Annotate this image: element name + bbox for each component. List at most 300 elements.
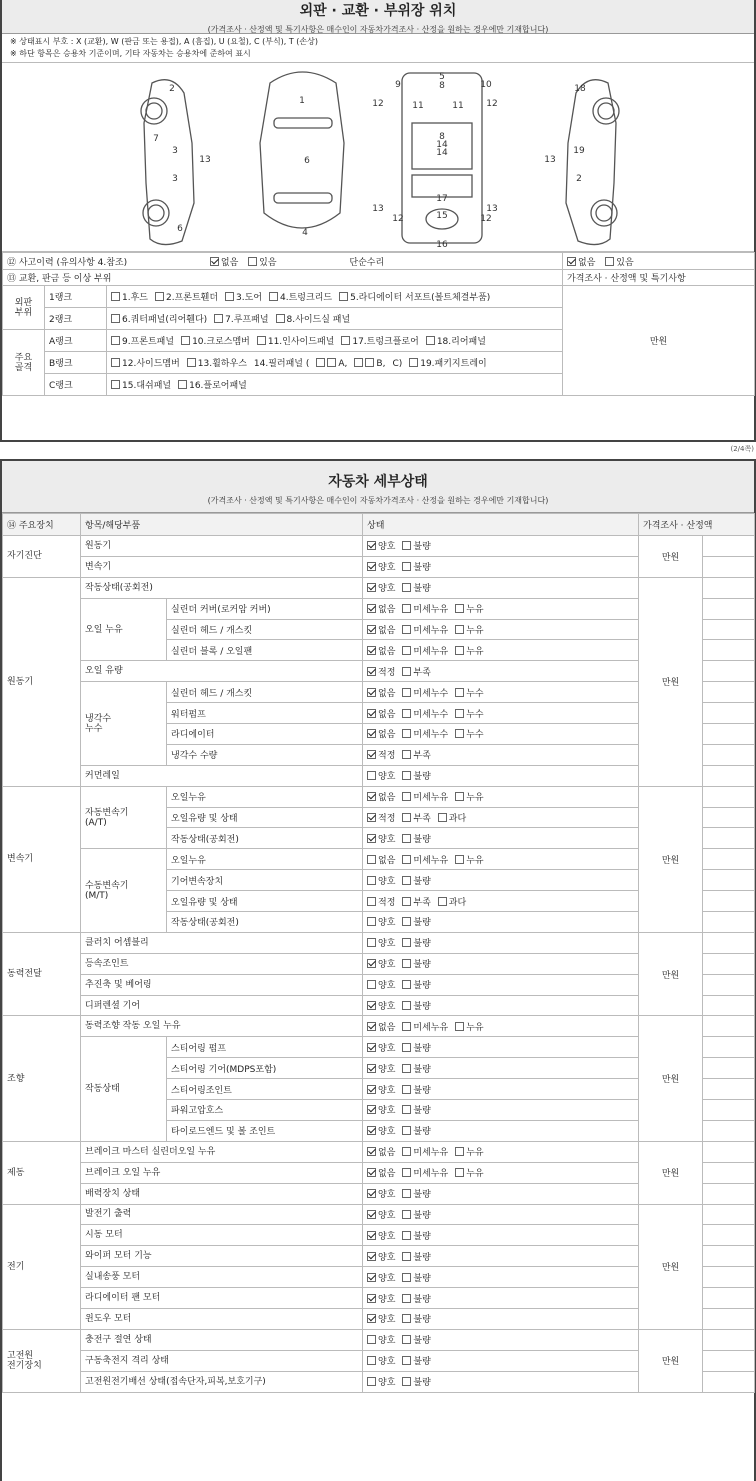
price-input[interactable] [703, 932, 755, 953]
price-input[interactable] [703, 1120, 755, 1141]
part-option[interactable] [426, 337, 486, 347]
status-checkbox[interactable] [455, 709, 464, 718]
status-option[interactable] [402, 1148, 448, 1158]
status-option[interactable] [367, 918, 395, 928]
status-option[interactable] [402, 1023, 448, 1033]
status-checkbox[interactable] [367, 1147, 376, 1156]
status-option[interactable] [402, 647, 448, 657]
status-checkbox[interactable] [402, 834, 411, 843]
price-input[interactable] [703, 1371, 755, 1392]
price-input[interactable] [703, 744, 755, 765]
part-number-label: 12 [392, 214, 404, 224]
status-checkbox[interactable] [455, 604, 464, 613]
status-checkbox[interactable] [402, 1377, 411, 1386]
part-option[interactable] [214, 315, 268, 325]
status-checkbox[interactable] [402, 1043, 411, 1052]
status-checkbox[interactable] [367, 1294, 376, 1303]
status-option[interactable] [367, 1378, 395, 1388]
status-option[interactable] [367, 1336, 395, 1346]
status-option[interactable] [367, 1211, 395, 1221]
status-checkbox[interactable] [402, 959, 411, 968]
status-option[interactable] [402, 1315, 430, 1325]
status-checkbox[interactable] [367, 1252, 376, 1261]
repair-none-checkbox[interactable] [567, 257, 576, 266]
status-checkbox[interactable] [402, 1335, 411, 1344]
status-option[interactable] [402, 877, 430, 887]
status-option[interactable] [367, 1002, 395, 1012]
status-checkbox[interactable] [402, 750, 411, 759]
status-checkbox[interactable] [367, 1231, 376, 1240]
status-checkbox[interactable] [402, 729, 411, 738]
price-input[interactable] [703, 1267, 755, 1288]
part-checkbox[interactable] [187, 358, 196, 367]
status-option[interactable] [367, 1315, 395, 1325]
status-checkbox[interactable] [367, 917, 376, 926]
status-option[interactable] [402, 689, 448, 699]
status-option[interactable] [402, 1106, 430, 1116]
status-option[interactable] [367, 939, 395, 949]
status-option[interactable] [367, 605, 395, 615]
part-option[interactable] [111, 337, 174, 347]
status-checkbox[interactable] [367, 855, 376, 864]
price-input[interactable] [703, 1329, 755, 1350]
part-option[interactable] [178, 381, 247, 391]
status-option[interactable] [402, 814, 430, 824]
status-option[interactable] [455, 647, 483, 657]
part-checkbox[interactable] [341, 336, 350, 345]
price-input[interactable] [703, 703, 755, 724]
status-checkbox[interactable] [402, 1294, 411, 1303]
price-input[interactable] [703, 1016, 755, 1037]
status-option[interactable] [402, 772, 430, 782]
price-input[interactable] [703, 1162, 755, 1183]
status-option[interactable] [367, 1274, 395, 1284]
price-input[interactable] [703, 1225, 755, 1246]
status-option[interactable] [367, 1023, 395, 1033]
part-name: 실린더 헤드 / 개스킷 [167, 619, 363, 640]
status-option[interactable] [367, 1357, 395, 1367]
status-checkbox[interactable] [402, 771, 411, 780]
status-option[interactable] [367, 898, 395, 908]
status-checkbox[interactable] [367, 1377, 376, 1386]
status-checkbox[interactable] [402, 541, 411, 550]
status-checkbox[interactable] [402, 583, 411, 592]
part-label: 16.플로어패널 [189, 381, 247, 391]
status-option[interactable] [402, 1002, 430, 1012]
item-name: 동력조향 작동 오일 누유 [81, 1016, 363, 1037]
price-input[interactable] [703, 1141, 755, 1162]
status-checkbox[interactable] [402, 1210, 411, 1219]
status-option[interactable] [402, 1378, 430, 1388]
status-option[interactable] [402, 1169, 448, 1179]
price-input[interactable] [703, 974, 755, 995]
status-option[interactable] [402, 1232, 430, 1242]
status-checkbox[interactable] [402, 1273, 411, 1282]
part-checkbox[interactable] [178, 380, 187, 389]
part-checkbox[interactable] [257, 336, 266, 345]
status-checkbox[interactable] [455, 1147, 464, 1156]
part-checkbox[interactable] [155, 292, 164, 301]
status-option[interactable] [367, 1253, 395, 1263]
status-option[interactable] [367, 1295, 395, 1305]
status-checkbox[interactable] [402, 876, 411, 885]
status-option[interactable] [367, 1148, 395, 1158]
status-checkbox[interactable] [367, 1085, 376, 1094]
price-input[interactable] [703, 1058, 755, 1079]
status-option[interactable] [367, 1127, 395, 1137]
status-checkbox[interactable] [367, 1105, 376, 1114]
status-checkbox[interactable] [402, 938, 411, 947]
status-checkbox[interactable] [367, 771, 376, 780]
price-input[interactable] [703, 1079, 755, 1100]
accident-none-checkbox[interactable] [210, 257, 219, 266]
part-checkbox[interactable] [409, 358, 418, 367]
price-unit: 만원 [661, 678, 680, 689]
part-option[interactable] [225, 293, 262, 303]
status-option-label: 불량 [413, 1336, 431, 1347]
price-input[interactable] [703, 765, 755, 786]
status-option[interactable] [402, 563, 430, 573]
status-option[interactable] [367, 563, 395, 573]
accident-yes-option[interactable]: 있음 [248, 258, 276, 268]
status-option[interactable] [367, 584, 395, 594]
price-unit: 만원 [661, 855, 680, 866]
price-input[interactable] [703, 598, 755, 619]
status-checkbox[interactable] [367, 583, 376, 592]
status-checkbox[interactable] [367, 1168, 376, 1177]
status-checkbox[interactable] [402, 1022, 411, 1031]
status-option[interactable] [455, 1148, 483, 1158]
status-option[interactable] [402, 1211, 430, 1221]
status-checkbox[interactable] [367, 604, 376, 613]
status-option[interactable] [367, 668, 395, 678]
repair-yes-option[interactable]: 있음 [605, 258, 633, 268]
status-checkbox[interactable] [367, 709, 376, 718]
status-option[interactable] [367, 542, 395, 552]
status-option[interactable] [402, 1086, 430, 1096]
part-option[interactable] [269, 293, 332, 303]
status-checkbox[interactable] [455, 729, 464, 738]
price-input[interactable] [703, 1204, 755, 1225]
status-checkbox[interactable] [367, 792, 376, 801]
status-option[interactable] [367, 1169, 395, 1179]
status-checkbox[interactable] [367, 1356, 376, 1365]
status-option[interactable] [402, 1065, 430, 1075]
status-checkbox[interactable] [402, 1356, 411, 1365]
price-input[interactable] [703, 912, 755, 933]
status-checkbox[interactable] [367, 1126, 376, 1135]
status-option[interactable] [402, 1190, 430, 1200]
status-option[interactable] [367, 981, 395, 991]
status-checkbox[interactable] [402, 855, 411, 864]
status-checkbox[interactable] [402, 1231, 411, 1240]
status-checkbox[interactable] [367, 1314, 376, 1323]
part-checkbox[interactable] [111, 358, 120, 367]
status-checkbox[interactable] [402, 1126, 411, 1135]
status-checkbox[interactable] [438, 897, 447, 906]
status-checkbox[interactable] [438, 813, 447, 822]
status-option[interactable] [402, 793, 448, 803]
status-checkbox[interactable] [367, 541, 376, 550]
status-option[interactable] [402, 751, 430, 761]
status-checkbox[interactable] [367, 1210, 376, 1219]
part-option[interactable] [276, 315, 351, 325]
status-checkbox[interactable] [402, 1064, 411, 1073]
price-input[interactable] [703, 661, 755, 682]
status-option[interactable] [367, 1232, 395, 1242]
price-input[interactable] [703, 870, 755, 891]
status-legend [2, 34, 754, 62]
price-input[interactable] [703, 536, 755, 557]
price-input[interactable] [703, 1246, 755, 1267]
part-checkbox[interactable] [269, 292, 278, 301]
status-checkbox[interactable] [402, 1105, 411, 1114]
price-input[interactable] [703, 619, 755, 640]
status-option[interactable] [402, 1336, 430, 1346]
status-checkbox[interactable] [367, 938, 376, 947]
status-checkbox[interactable] [402, 1252, 411, 1261]
part-option[interactable] [354, 359, 385, 369]
status-checkbox[interactable] [367, 1335, 376, 1344]
price-input[interactable] [703, 849, 755, 870]
status-checkbox[interactable] [402, 604, 411, 613]
price-input[interactable] [703, 953, 755, 974]
part-option[interactable] [111, 359, 180, 369]
status-checkbox[interactable] [402, 646, 411, 655]
status-checkbox[interactable] [367, 562, 376, 571]
price-input[interactable] [703, 577, 755, 598]
part-option[interactable] [316, 359, 347, 369]
status-option[interactable] [367, 647, 395, 657]
status-option[interactable] [402, 960, 430, 970]
status-checkbox[interactable] [402, 980, 411, 989]
status-option[interactable] [455, 710, 483, 720]
status-option[interactable] [367, 772, 395, 782]
part-checkbox[interactable] [111, 380, 120, 389]
part-checkbox[interactable] [339, 292, 348, 301]
price-input[interactable] [703, 1100, 755, 1121]
status-option[interactable] [367, 626, 395, 636]
status-checkbox[interactable] [402, 709, 411, 718]
status-option[interactable] [367, 1044, 395, 1054]
status-option[interactable] [402, 1127, 430, 1137]
status-checkbox[interactable] [455, 855, 464, 864]
part-option[interactable] [341, 337, 418, 347]
status-option-label: 양호 [378, 1043, 396, 1054]
status-option[interactable] [367, 751, 395, 761]
part-checkbox[interactable] [111, 292, 120, 301]
status-checkbox[interactable] [367, 667, 376, 676]
status-option[interactable] [455, 689, 483, 699]
accident-yes-checkbox[interactable] [248, 257, 257, 266]
status-cell [363, 828, 639, 849]
status-option[interactable] [402, 605, 448, 615]
status-checkbox[interactable] [367, 646, 376, 655]
price-input[interactable] [703, 640, 755, 661]
status-option[interactable] [455, 1023, 483, 1033]
status-option[interactable] [367, 814, 395, 824]
status-checkbox[interactable] [367, 750, 376, 759]
item-name: 커먼레일 [81, 765, 363, 786]
part-checkbox[interactable] [111, 314, 120, 323]
status-option[interactable] [367, 1190, 395, 1200]
status-checkbox[interactable] [367, 688, 376, 697]
status-option[interactable] [402, 1044, 430, 1054]
item-name: 클러치 어셈블리 [81, 932, 363, 953]
status-checkbox[interactable] [367, 1064, 376, 1073]
status-option[interactable] [367, 689, 395, 699]
status-option[interactable] [367, 960, 395, 970]
part-checkbox[interactable] [214, 314, 223, 323]
price-input[interactable] [703, 828, 755, 849]
status-checkbox[interactable] [367, 876, 376, 885]
price-input[interactable] [703, 1183, 755, 1204]
status-option[interactable] [367, 1065, 395, 1075]
part-checkbox[interactable] [181, 336, 190, 345]
status-option[interactable] [455, 856, 483, 866]
status-option[interactable] [402, 626, 448, 636]
part-checkbox[interactable] [276, 314, 285, 323]
status-checkbox[interactable] [367, 959, 376, 968]
part-checkbox[interactable] [327, 358, 336, 367]
status-option[interactable] [367, 730, 395, 740]
part-option[interactable] [181, 337, 250, 347]
status-option[interactable] [438, 898, 466, 908]
price-input[interactable] [703, 786, 755, 807]
status-checkbox[interactable] [367, 625, 376, 634]
part-option[interactable] [111, 315, 207, 325]
status-option[interactable] [455, 1169, 483, 1179]
status-option[interactable] [367, 710, 395, 720]
status-checkbox[interactable] [367, 980, 376, 989]
status-checkbox[interactable] [402, 688, 411, 697]
price-input[interactable] [703, 724, 755, 745]
price-input[interactable] [703, 556, 755, 577]
price-input[interactable] [703, 1037, 755, 1058]
item-name: 브레이크 마스터 실린더오일 누유 [81, 1141, 363, 1162]
status-checkbox[interactable] [402, 1085, 411, 1094]
part-option[interactable] [409, 359, 486, 369]
status-option[interactable] [402, 668, 430, 678]
status-option[interactable] [402, 1253, 430, 1263]
status-option[interactable] [455, 605, 483, 615]
status-option[interactable] [367, 835, 395, 845]
repair-none-option[interactable]: 없음 [567, 258, 595, 268]
status-option[interactable] [455, 626, 483, 636]
table-row [3, 1329, 755, 1350]
price-input[interactable] [703, 891, 755, 912]
status-checkbox[interactable] [402, 1189, 411, 1198]
part-checkbox[interactable] [225, 292, 234, 301]
status-checkbox[interactable] [367, 1189, 376, 1198]
status-option[interactable] [367, 1086, 395, 1096]
status-option[interactable] [402, 898, 430, 908]
status-checkbox[interactable] [402, 1147, 411, 1156]
status-checkbox[interactable] [402, 897, 411, 906]
status-option[interactable] [455, 730, 483, 740]
part-option[interactable] [111, 381, 171, 391]
part-option[interactable] [257, 337, 334, 347]
status-checkbox[interactable] [367, 729, 376, 738]
part-option[interactable] [392, 359, 402, 369]
status-checkbox[interactable] [455, 625, 464, 634]
part-option[interactable] [155, 293, 218, 303]
status-checkbox[interactable] [402, 1001, 411, 1010]
status-checkbox[interactable] [367, 1022, 376, 1031]
status-option[interactable] [438, 814, 466, 824]
status-checkbox[interactable] [455, 1168, 464, 1177]
status-option[interactable] [402, 710, 448, 720]
status-checkbox[interactable] [402, 625, 411, 634]
status-checkbox[interactable] [402, 917, 411, 926]
repair-yes-checkbox[interactable] [605, 257, 614, 266]
status-option[interactable] [402, 918, 430, 928]
price-input[interactable] [703, 1288, 755, 1309]
status-checkbox[interactable] [402, 1314, 411, 1323]
price-input[interactable] [703, 807, 755, 828]
status-checkbox[interactable] [367, 897, 376, 906]
status-checkbox[interactable] [402, 562, 411, 571]
status-checkbox[interactable] [402, 792, 411, 801]
status-checkbox[interactable] [402, 1168, 411, 1177]
price-input[interactable] [703, 682, 755, 703]
price-input[interactable] [703, 1308, 755, 1329]
item-name: 와이퍼 모터 기능 [81, 1246, 363, 1267]
status-option[interactable] [402, 542, 430, 552]
part-checkbox[interactable] [316, 358, 325, 367]
status-checkbox[interactable] [367, 1273, 376, 1282]
status-option[interactable] [402, 730, 448, 740]
status-checkbox[interactable] [455, 792, 464, 801]
status-option[interactable] [402, 856, 448, 866]
status-option[interactable] [402, 584, 430, 594]
status-option[interactable] [402, 1295, 430, 1305]
part-checkbox[interactable] [354, 358, 363, 367]
status-option[interactable] [402, 939, 430, 949]
status-checkbox[interactable] [367, 813, 376, 822]
part-checkbox[interactable] [111, 336, 120, 345]
status-option[interactable] [367, 856, 395, 866]
status-option[interactable] [402, 835, 430, 845]
status-checkbox[interactable] [455, 688, 464, 697]
part-option[interactable] [254, 359, 309, 369]
part-option[interactable] [111, 293, 148, 303]
status-option[interactable] [367, 877, 395, 887]
status-option[interactable] [402, 1274, 430, 1284]
status-option[interactable] [367, 1106, 395, 1116]
status-option[interactable] [455, 793, 483, 803]
status-checkbox[interactable] [402, 667, 411, 676]
price-input[interactable] [703, 995, 755, 1016]
status-checkbox[interactable] [455, 646, 464, 655]
accident-none-option[interactable]: 없음 [210, 258, 238, 268]
status-cell [363, 1162, 639, 1183]
status-checkbox[interactable] [367, 834, 376, 843]
part-checkbox[interactable] [365, 358, 374, 367]
price-input[interactable] [703, 1350, 755, 1371]
status-option-label: 양호 [378, 772, 396, 783]
status-option[interactable] [402, 981, 430, 991]
part-option[interactable] [187, 359, 247, 369]
status-checkbox[interactable] [402, 813, 411, 822]
part-option[interactable] [339, 293, 490, 303]
part-checkbox[interactable] [426, 336, 435, 345]
status-option[interactable] [402, 1357, 430, 1367]
status-checkbox[interactable] [367, 1043, 376, 1052]
status-checkbox[interactable] [367, 1001, 376, 1010]
status-checkbox[interactable] [455, 1022, 464, 1031]
status-option[interactable] [367, 793, 395, 803]
